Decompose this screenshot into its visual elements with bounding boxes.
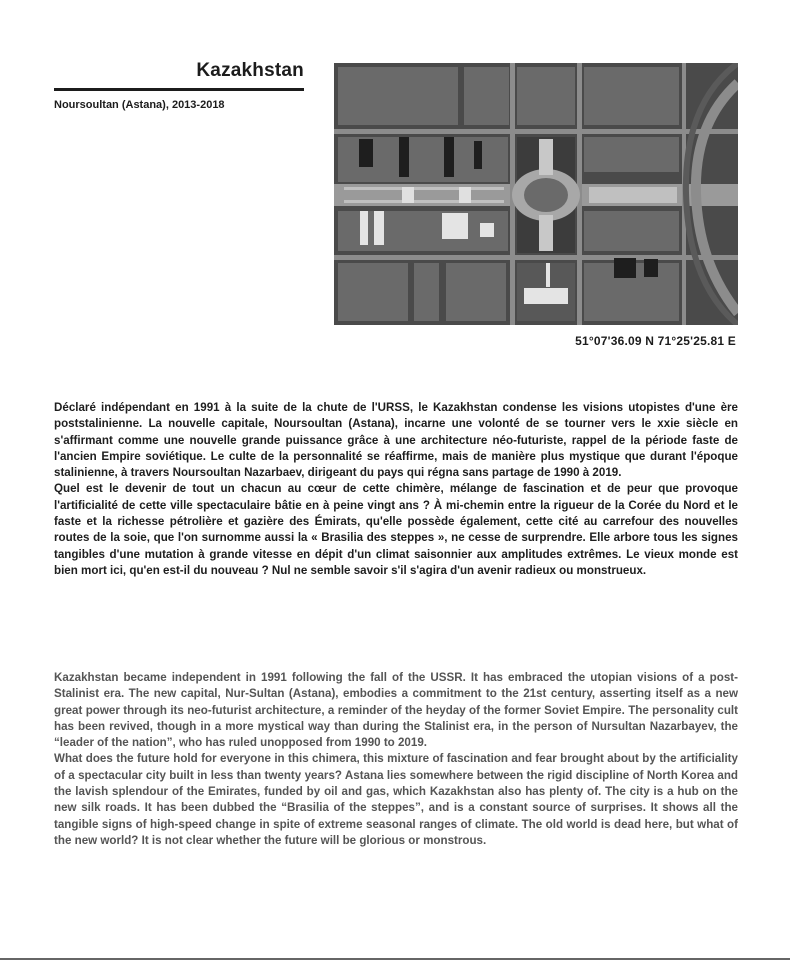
page-title: Kazakhstan [196,60,304,81]
english-paragraph: What does the future hold for everyone in this chimera, this mixture of fascination and fear brought about by the artificiality of a spectacular city built in less than twenty years? Astana lies somewhere between the rigid discipline of North Korea and the lavish splendour of the Emirates, funded by oil and gas, which Kazakhstan also has plenty of. The city is a hub on the new silk roads. It has been dubbed the “Brasilia of the steppes”, and is a constant source of surprises. It shows all the tangible signs of high-speed change in spite of extreme seasonal ranges of climate. The old world is dead here, but what of the new world? It is not clear whether the future will be glorious or monstrous. [54,752,738,847]
gps-coordinates: 51°07'36.09 N 71°25'25.81 E [575,334,736,348]
english-paragraph: Kazakhstan became independent in 1991 following the fall of the USSR. It has embraced the utopian visions of a post-Stalinist era. The new capital, Nur-Sultan (Astana), embodies a commitment to the 21st century, asserting itself as a new great power through its neo-futurist architecture, a reminder of the heyday of the former Soviet Empire. The personality cult has been revived, though in a more mystical way than during the Stalinist era, in the person of Nursultan Nazarbayev, the “leader of the nation”, who has ruled unopposed from 1990 to 2019. [54,671,738,750]
location-subtitle: Noursoultan (Astana), 2013-2018 [54,99,225,111]
aerial-photo [334,63,738,325]
english-text [54,670,738,849]
title-divider [54,88,304,91]
header-block [54,58,304,112]
french-paragraph: Quel est le devenir de tout un chacun au cœur de cette chimère, mélange de fascination et de peur que provoque l'artificialité de cette ville spectaculaire bâtie en à peine vingt ans ? À mi-chemin entre la rigueur de la Corée du Nord et le faste et la richesse pétrolière et gazière des Émirats, qu'elle possède également, cette cité au carrefour des nouvelles routes de la soie, que l'on surnomme aussi la « Brasilia des steppes », ne cesse de surprendre. Elle arbore tous les signes tangibles d'une mutation à grande vitesse en dépit d'un climat saisonnier aux amplitudes extrêmes. Le vieux monde est bien mort ici, qu'en est-il du nouveau ? Nul ne semble savoir s'il s'agira d'un avenir radieux ou monstrueux. [54,482,738,577]
french-paragraph: Déclaré indépendant en 1991 à la suite de la chute de l'URSS, le Kazakhstan condense les visions utopistes d'une ère poststalinienne. La nouvelle capitale, Noursoultan (Astana), incarne une volonté de se tourner vers le xxie siècle en s'affirmant comme une nouvelle grande puissance grâce à une architecture néo-futuriste, rappel de la période faste de l'ancien Empire soviétique. Le culte de la personnalité se réaffirme, mais de manière plus mystique que durant l'époque stalinienne, à travers Noursoultan Nazarbaev, dirigeant du pays qui régna sans partage de 1990 à 2019. [54,401,738,480]
french-text [54,400,738,579]
